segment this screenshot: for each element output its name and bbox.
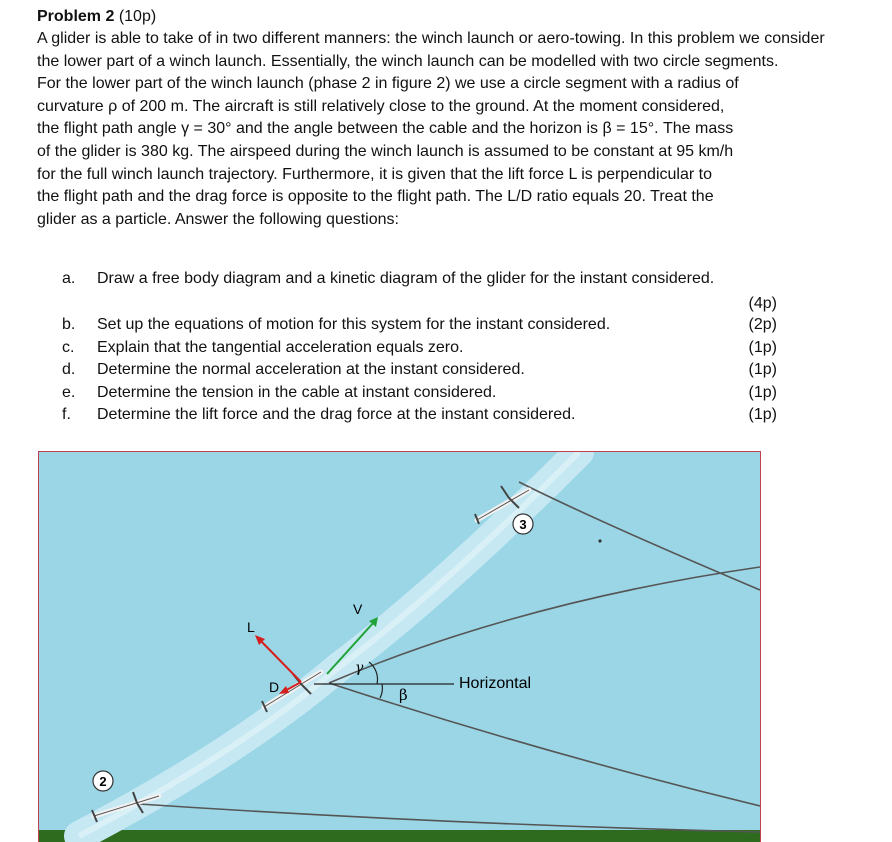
- question-letter: c.: [62, 339, 75, 356]
- question-letter: e.: [62, 384, 76, 401]
- intro-paragraph: A glider is able to take of in two different manners: the winch launch or aero-towing. In this problem we consider the lower part of a winch launch. Essentially, the winch launch can be modelled with two circle segments.: [37, 30, 825, 70]
- gamma-label: γ: [355, 660, 364, 676]
- phase-2-marker: [93, 771, 113, 791]
- question-letter: b.: [62, 316, 76, 333]
- details-line: the flight path angle γ = 30° and the angle between the cable and the horizon is β = 15°. The mass: [37, 120, 734, 138]
- details-line: curvature ρ of 200 m. The aircraft is still relatively close to the ground. At the moment considered,: [37, 97, 725, 115]
- question-b: [62, 316, 782, 338]
- question-letter: f.: [62, 406, 71, 423]
- velocity-label: V: [353, 601, 363, 617]
- ground-strip: [39, 830, 760, 842]
- cable-marker: [599, 540, 601, 542]
- winch-launch-figure: [38, 451, 761, 842]
- phase-3-marker: [513, 514, 533, 534]
- question-text: Determine the normal acceleration at the instant considered.: [97, 361, 525, 378]
- phase-2-label: 2: [99, 774, 107, 789]
- question-text: Determine the tension in the cable at instant considered.: [97, 384, 497, 401]
- question-letter: a.: [62, 270, 76, 287]
- details-line: For the lower part of the winch launch (phase 2 in figure 2) we use a circle segment with a radius of: [37, 75, 739, 93]
- details-paragraph: [37, 73, 827, 231]
- figure-svg: [39, 452, 760, 842]
- problem-heading: [37, 6, 827, 28]
- question-e: [62, 384, 782, 406]
- beta-label: β: [399, 686, 408, 704]
- problem-points: (10p): [118, 8, 157, 25]
- horizontal-label: Horizontal: [459, 675, 532, 692]
- question-c: [62, 339, 782, 361]
- lift-label: L: [247, 619, 255, 635]
- question-text: Set up the equations of motion for this system for the instant considered.: [97, 316, 611, 333]
- drag-label: D: [269, 679, 280, 695]
- details-line: of the glider is 380 kg. The airspeed during the winch launch is assumed to be constant at 95 km/h: [37, 142, 734, 160]
- question-a-points-row: [62, 295, 782, 317]
- details-line: glider as a particle. Answer the following questions:: [37, 210, 399, 228]
- question-text: Determine the lift force and the drag force at the instant considered.: [97, 406, 576, 423]
- question-points: (1p): [748, 339, 777, 356]
- question-text: Explain that the tangential acceleration equals zero.: [97, 339, 464, 356]
- question-points: (1p): [748, 406, 777, 423]
- details-line: the flight path and the drag force is opposite to the flight path. The L/D ratio equals 20. Treat the: [37, 188, 714, 206]
- question-points: (2p): [748, 316, 777, 333]
- problem-text: [37, 6, 827, 231]
- question-points: (4p): [748, 295, 777, 312]
- question-a: [62, 270, 782, 292]
- problem-title: Problem 2: [37, 8, 115, 25]
- question-points: (1p): [748, 361, 777, 378]
- question-points: (1p): [748, 384, 777, 401]
- question-text: Draw a free body diagram and a kinetic diagram of the glider for the instant considered.: [97, 270, 715, 287]
- question-f: [62, 406, 782, 428]
- details-line: for the full winch launch trajectory. Furthermore, it is given that the lift force L is perpendicular to: [37, 165, 712, 183]
- phase-3-label: 3: [519, 517, 527, 532]
- question-d: [62, 361, 782, 383]
- question-letter: d.: [62, 361, 76, 378]
